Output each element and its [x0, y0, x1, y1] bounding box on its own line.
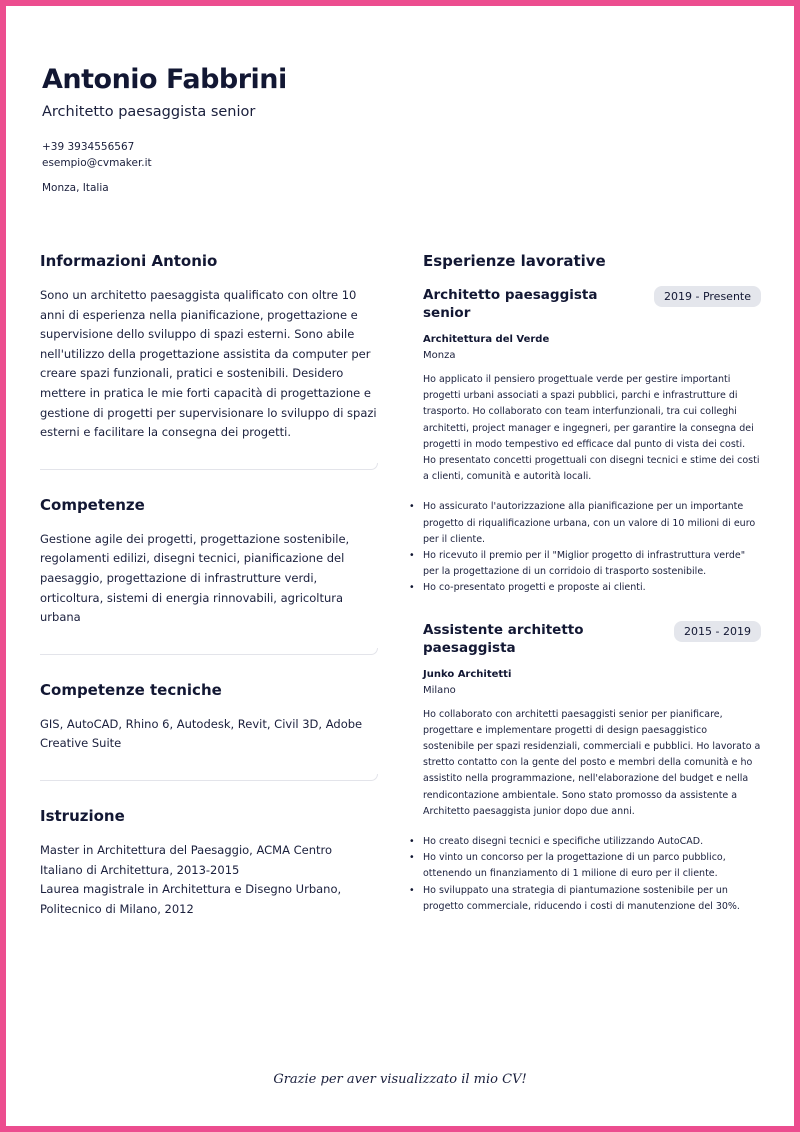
about-section — [40, 252, 378, 443]
education-section — [40, 807, 378, 919]
skills-section — [40, 496, 378, 628]
job-description: Ho collaborato con architetti paesaggisti senior per pianificare, progettare e implementare progetti di design paesaggistico sostenibile per spazi residenziali, commerciali e pubblici. Ho lavorato a stretto contatto con la gente del posto e membri della comunità e ho assistito nella programmazione, nell'elaborazione del budget e nella rendicontazione ambientale. Sono stato promosso da assistente a Architetto paesaggista junior dopo due anni. — [423, 708, 761, 817]
left-column — [40, 252, 378, 919]
job-title: Architetto paesaggista senior — [423, 287, 598, 321]
job-role: Architetto paesaggista senior — [42, 104, 256, 120]
list-item: • Ho ricevuto il premio per il "Miglior progetto di infrastruttura verde" per la progettazione di un corridoio di trasporto sostenibile. — [423, 548, 761, 580]
section-divider — [40, 774, 378, 781]
skills-title: Competenze — [40, 495, 145, 514]
period-badge: 2015 - 2019 — [674, 621, 761, 642]
company-name: Architettura del Verde — [423, 334, 550, 345]
period-badge: 2019 - Presente — [654, 286, 761, 307]
tech-skills-text: GIS, AutoCAD, Rhino 6, Autodesk, Revit, Civil 3D, Adobe Creative Suite — [40, 716, 363, 751]
job-description: Ho applicato il pensiero progettuale verde per gestire importanti progetti urbani associati a spazi pubblici, parchi e infrastrutture di trasporto. Ho collaborato con team interfunzionali, tra cui colleghi architetti, project manager e ingegneri, per garantire la consegna dei progetti in modo tempestivo ed efficace dal punto di vista dei costi. Ho presentato concetti progettuali con disegni tecnici e stime dei costi a clienti, comunità e autorità locali. — [423, 374, 760, 483]
email-address: esempio@cvmaker.it — [42, 157, 152, 169]
achievements-list — [423, 499, 761, 596]
tech-skills-title: Competenze tecniche — [40, 680, 222, 699]
tech-skills-section — [40, 681, 378, 754]
education-title: Istruzione — [40, 806, 125, 825]
education-entry: Laurea magistrale in Architettura e Disegno Urbano, Politecnico di Milano, 2012 — [40, 882, 342, 916]
about-title: Informazioni Antonio — [40, 252, 218, 270]
footer-message: Grazie per aver visualizzato il mio CV! — [273, 1072, 527, 1087]
list-item: • Ho creato disegni tecnici e specifiche utilizzando AutoCAD. — [423, 834, 761, 850]
education-entry: Master in Architettura del Paesaggio, ACMA Centro Italiano di Architettura, 2013-2015 — [40, 842, 333, 877]
list-item: • Ho co-presentato progetti e proposte ai clienti. — [423, 580, 761, 596]
candidate-name: Antonio Fabbrini — [42, 64, 287, 95]
experience-title: Esperienze lavorative — [423, 252, 606, 270]
job-city: Milano — [423, 684, 456, 696]
list-item: • Ho vinto un concorso per la progettazione di un parco pubblico, ottenendo un finanziamento di 1 milione di euro per il cliente. — [423, 850, 761, 882]
section-divider — [40, 648, 378, 655]
company-name: Junko Architetti — [423, 668, 512, 680]
section-divider — [40, 463, 378, 470]
job-entry — [423, 286, 761, 597]
job-entry — [423, 621, 761, 915]
list-item: • Ho assicurato l'autorizzazione alla pianificazione per un importante progetto di riqualificazione urbana, con un valore di 10 milioni di euro per il cliente. — [423, 499, 761, 548]
skills-text: Gestione agile dei progetti, progettazione sostenibile, regolamenti edilizi, disegni tecnici, pianificazione del paesaggio, progettazione di infrastrutture verdi, orticoltura, sistemi di energia rinnovabili, agricoltura urbana — [40, 531, 350, 625]
right-column — [423, 252, 761, 939]
job-title: Assistente architetto paesaggista — [423, 621, 584, 656]
job-city: Monza — [423, 350, 456, 361]
about-text: Sono un architetto paesaggista qualificato con oltre 10 anni di esperienza nella pianificazione, progettazione e supervisione dello sviluppo di spazi esterni. Sono abile nell'utilizzo della progettazione assistita da computer per creare spazi funzionali, pratici e sostenibili. Desidero mettere in pratica le mie forti capacità di progettazione e gestione di progetti per supervisionare lo sviluppo di spazi esterni e facilitare la consegna dei progetti. — [40, 288, 377, 440]
list-item: • Ho sviluppato una strategia di piantumazione sostenibile per un progetto commerciale, riducendo i costi di manutenzione del 30%. — [423, 883, 761, 915]
location: Monza, Italia — [42, 182, 109, 194]
phone-number: +39 3934556567 — [42, 141, 135, 153]
achievements-list — [423, 834, 761, 915]
